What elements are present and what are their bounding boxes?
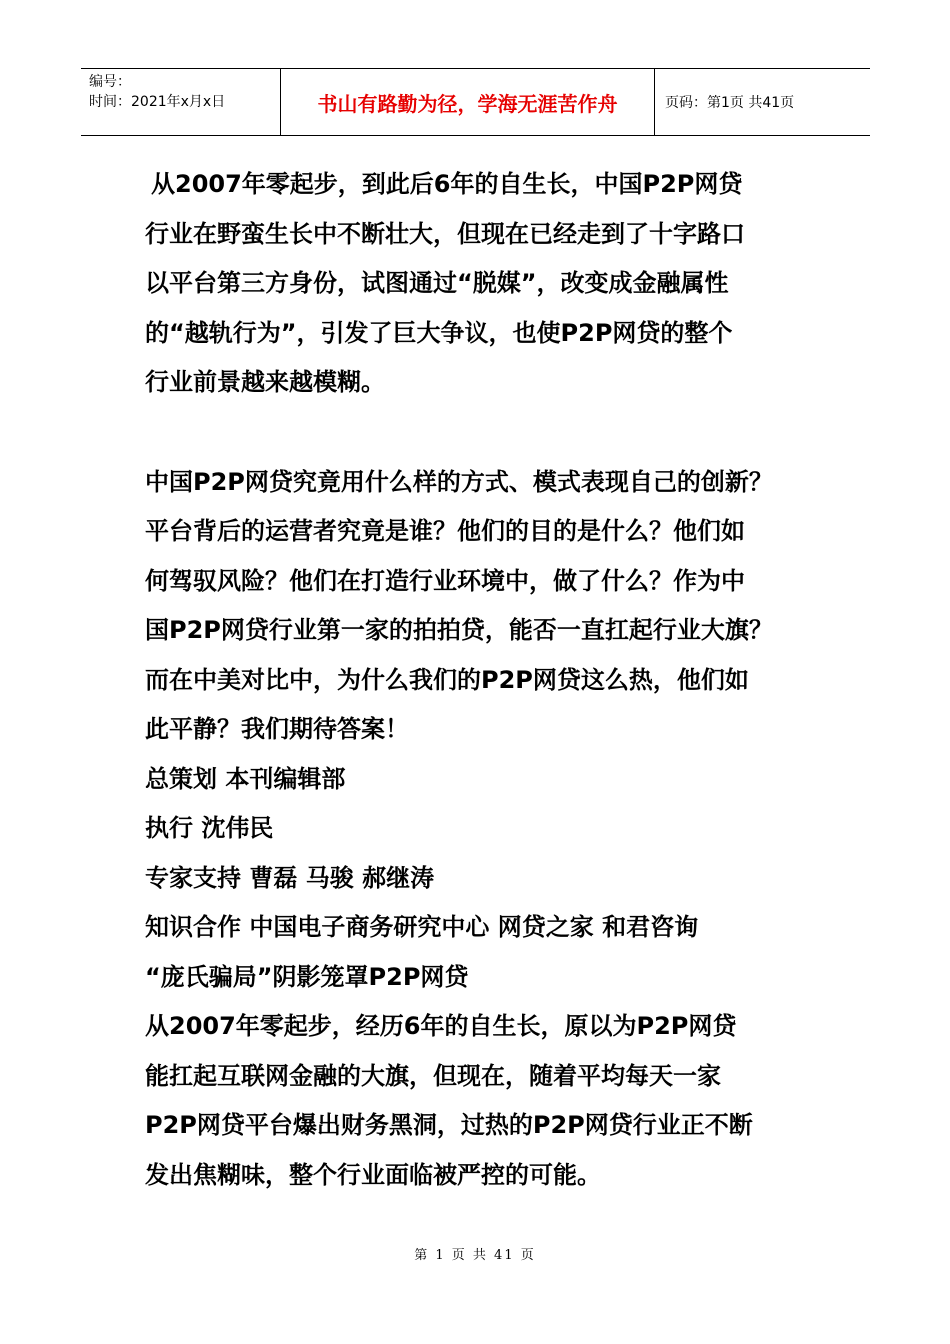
footer-page-number: 第 1 页 共 41 页 [414,1248,536,1263]
motto-cell [281,69,655,135]
intro-line: 从2007年零起步，到此后6年的自生长，中国P2P网贷 [151,170,743,198]
question-line: 此平静？我们期待答案！ [145,715,409,743]
credit-line: 知识合作 中国电子商务研究中心 网贷之家 和君咨询 [145,913,699,941]
intro-paragraph [145,160,845,408]
section-line: 发出焦糊味，整个行业面临被严控的可能。 [145,1160,601,1189]
intro-line: 以平台第三方身份，试图通过“脱媒”，改变成金融属性 [145,269,729,297]
motto-text: 书山有路勤为径，学海无涯苦作舟 [317,91,618,116]
paragraph-gap [145,408,845,458]
page-info-text: 页码：第1页 共41页 [665,95,795,111]
credit-line: 执行 沈伟民 [145,814,274,842]
section-title: “庞氏骗局”阴影笼罩P2P网贷 [145,962,469,991]
question-line: 平台背后的运营者究竟是谁？他们的目的是什么？他们如 [145,517,745,545]
header-meta-cell [81,69,281,135]
intro-line: 的“越轨行为”，引发了巨大争议，也使P2P网贷的整个 [145,318,733,347]
intro-line: 行业前景越来越模糊。 [145,368,385,396]
section-line: 能扛起互联网金融的大旗，但现在，随着平均每天一家 [145,1061,721,1090]
question-line: 而在中美对比中，为什么我们的P2P网贷这么热，他们如 [145,665,749,694]
number-label: 编号： [89,74,131,90]
intro-line: 行业在野蛮生长中不断壮大，但现在已经走到了十字路口 [145,219,745,248]
credit-line: 专家支持 曹磊 马骏 郝继涛 [145,863,435,892]
date-label: 时间：2021年x月x日 [89,94,226,110]
page-footer [0,1244,950,1263]
section-line: P2P网贷平台爆出财务黑洞，过热的P2P网贷行业正不断 [145,1111,753,1139]
section-paragraph [145,1002,845,1200]
question-line: 中国P2P网贷究竟用什么样的方式、模式表现自己的创新？ [145,467,773,496]
credit-line: 总策划 本刊编辑部 [145,764,346,793]
page-info-cell [655,69,870,135]
credits-block [145,755,845,953]
questions-paragraph [145,458,845,755]
section-line: 从2007年零起步，经历6年的自生长，原以为P2P网贷 [145,1012,737,1040]
question-line: 国P2P网贷行业第一家的拍拍贷，能否一直扛起行业大旗？ [145,616,773,644]
document-header [81,68,870,136]
question-line: 何驾驭风险？他们在打造行业环境中，做了什么？作为中 [145,566,745,595]
document-body [145,160,845,1200]
